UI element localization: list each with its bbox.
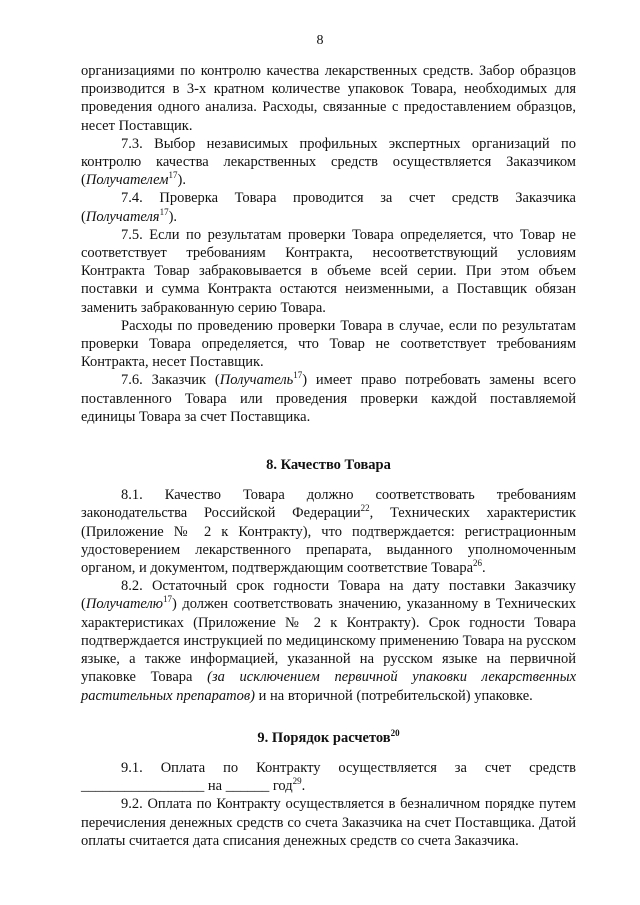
clause-9-2: 9.2. Оплата по Контракту осуществляется в безналичном порядке путем перечисления денежных средств со счета Заказчика на счет Поставщика. Датой оплаты считается дата списания денежных средств со счета Заказчика. [81, 796, 576, 849]
document-body [81, 62, 576, 850]
clause-8-1: 8.1. Качество Товара должно соответствовать требованиям законодательства Российской Федерации$^{22}$, Технических характеристик (Приложение № 2 к Контракту), что подтверждается: регистрационным удостоверением лекарственного препарата, выданного уполномоченным органом, и документом, подтверждающим соответствие Товара$^{26}$. [81, 487, 576, 577]
clause-7-3: 7.3. Выбор независимых профильных экспертных организаций по контролю качества лекарственных средств осуществляется Заказчиком (Получателем$^{17}$). [81, 135, 576, 189]
page-number: 8 [316, 33, 324, 48]
footnote-ref: 22 [360, 503, 370, 514]
footnote-ref: 17 [168, 170, 178, 181]
footnote-ref: 29 [292, 776, 302, 787]
section-8-heading: 8. Качество Товара [266, 457, 391, 474]
footnote-ref: 26 [473, 558, 483, 569]
clause-7-5: 7.5. Если по результатам проверки Товара определяется, что Товар не соответствует требованиям Контракта, несоответствующий условиям Контракта Товар забраковывается в объеме всей серии. При этом объем поставки и сумма Контракта остаются неизменными, а Поставщик обязан заменить забракованную серию Товара. [81, 226, 576, 316]
footnote-ref: 17 [163, 594, 173, 605]
clause-9-1: 9.1. Оплата по Контракту осуществляется за счет средств _________________ на ______ год$^{29}$. [81, 759, 576, 795]
clause-7-4: 7.4. Проверка Товара проводится за счет средств Заказчика (Получателя$^{17}$). [81, 190, 576, 225]
clause-7-5-costs: Расходы по проведению проверки Товара в случае, если по результатам проверки Товара определяется, что Товар не соответствует требованиям Контракта, несет Поставщик. [81, 317, 576, 371]
section-9-heading: 9. Порядок расчетов$^{20}$ [257, 727, 400, 746]
section-7-continuation: организациями по контролю качества лекарственных средств. Забор образцов производится в 3-х кратном количестве упаковок Товара, необходимых для проведения одного анализа. Расходы, связанные с предоставлением образцов, несет Поставщик. [81, 63, 576, 134]
footnote-ref: 17 [159, 206, 169, 217]
footnote-ref: 20 [390, 727, 400, 738]
footnote-ref: 17 [293, 370, 303, 381]
clause-7-6: 7.6. Заказчик (Получатель$^{17}$) имеет право потребовать замены всего поставленного Товара или проведения проверки каждой поставляемой единицы Товара за счет Поставщика. [81, 370, 577, 425]
clause-8-2: 8.2. Остаточный срок годности Товара на дату поставки Заказчику (Получателю$^{17}$) должен соответствовать значению, указанному в Технических характеристиках (Приложение № 2 к Контракту). Срок годности Товара подтверждается инструкцией по медицинскому применению Товара на русском языке, а также информацией, указанной на русском языке на первичной упаковке Товара (за исключением первичной упаковки лекарственных растительных препаратов) и на вторичной (потребительской) упаковке. [81, 578, 576, 704]
